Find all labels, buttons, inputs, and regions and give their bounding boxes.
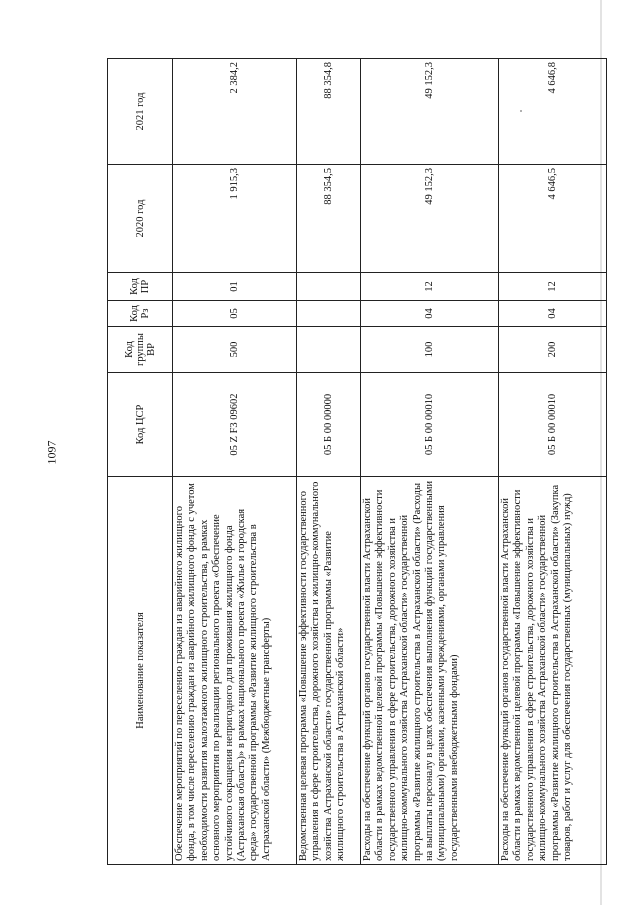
table-row: [297, 59, 361, 865]
row-rz: [297, 301, 361, 327]
row-2020: 49 152,3: [361, 165, 499, 273]
budget-table-rotated: [107, 59, 607, 865]
table-header-row: [108, 59, 173, 865]
table-row: [361, 59, 499, 865]
row-rz: 04: [361, 301, 499, 327]
page-number: 1097: [44, 440, 59, 465]
header-code-rz: Код Рз: [108, 301, 173, 327]
row-pr: 12: [499, 273, 607, 301]
header-code-csr: Код ЦСР: [108, 373, 173, 477]
row-pr: [297, 273, 361, 301]
row-rz: 05: [173, 301, 297, 327]
row-csr: 05 Z F3 09602: [173, 373, 297, 477]
row-2021: 4 646,8: [499, 59, 607, 165]
row-pr: 01: [173, 273, 297, 301]
header-name: Наименование показателя: [108, 477, 173, 865]
row-name: Расходы на обеспечение функций органов государственной власти Астраханской области в рамках ведомственной целевой программы «Повышение эффективности государственного управления в сфере строительства, дорожного хозяйства и жилищно-коммунального хозяйства Астраханской области» государственной программы «Развитие жилищного строительства в Астраханской области» (Закупка товаров, работ и услуг для обеспечения государственных (муниципальных) нужд): [499, 477, 607, 865]
row-rz: 04: [499, 301, 607, 327]
row-vr: 200: [499, 327, 607, 373]
row-csr: 05 Б 00 00010: [361, 373, 499, 477]
row-vr: 100: [361, 327, 499, 373]
header-code-vr: Код группы ВР: [108, 327, 173, 373]
header-code-pr: Код ПР: [108, 273, 173, 301]
row-name: Ведомственная целевая программа «Повышение эффективности государственного управления в сфере строительства, дорожного хозяйства и жилищно-коммунального хозяйства Астраханской области» государственной программы «Развитие жилищного строительства в Астраханской области»: [297, 477, 361, 865]
row-csr: 05 Б 00 00000: [297, 373, 361, 477]
header-2021: 2021 год: [108, 59, 173, 165]
row-2020: 88 354,5: [297, 165, 361, 273]
row-2020: 1 915,3: [173, 165, 297, 273]
row-2021: 49 152,3: [361, 59, 499, 165]
row-name: Расходы на обеспечение функций органов государственной власти Астраханской области в рамках ведомственной целевой программы «Повышение эффективности государственного управления в сфере строительства, дорожного хозяйства и жилищно-коммунального хозяйства Астраханской области» государственной программы «Развитие жилищного строительства в Астраханской области» (Расходы на выплаты персоналу в целях обеспечения выполнения функций государственными (муниципальными) органами, казенными учреждениями, органами управления государственными внебюджетными фондами): [361, 477, 499, 865]
row-2021: 88 354,8: [297, 59, 361, 165]
table-row: [173, 59, 297, 865]
row-vr: 500: [173, 327, 297, 373]
header-2020: 2020 год: [108, 165, 173, 273]
row-csr: 05 Б 00 00010: [499, 373, 607, 477]
table-row: [499, 59, 607, 865]
row-vr: [297, 327, 361, 373]
row-2021: 2 384,2: [173, 59, 297, 165]
budget-table: [107, 58, 607, 865]
row-pr: 12: [361, 273, 499, 301]
row-2020: 4 646,5: [499, 165, 607, 273]
row-name: Обеспечение мероприятий по переселению граждан из аварийного жилищного фонда, в том числе переселению граждан из аварийного жилищного фонда с учетом необходимости развития малоэтажного жилищного строительства, в рамках основного мероприятия по реализации регионального проекта «Обеспечение устойчивого сокращения непригодного для проживания жилищного фонда (Астраханская область)» в рамках национального проекта «Жилье и городская среда» государственной программы «Развитие жилищного строительства в Астраханской области» (Межбюджетные трансферты): [173, 477, 297, 865]
